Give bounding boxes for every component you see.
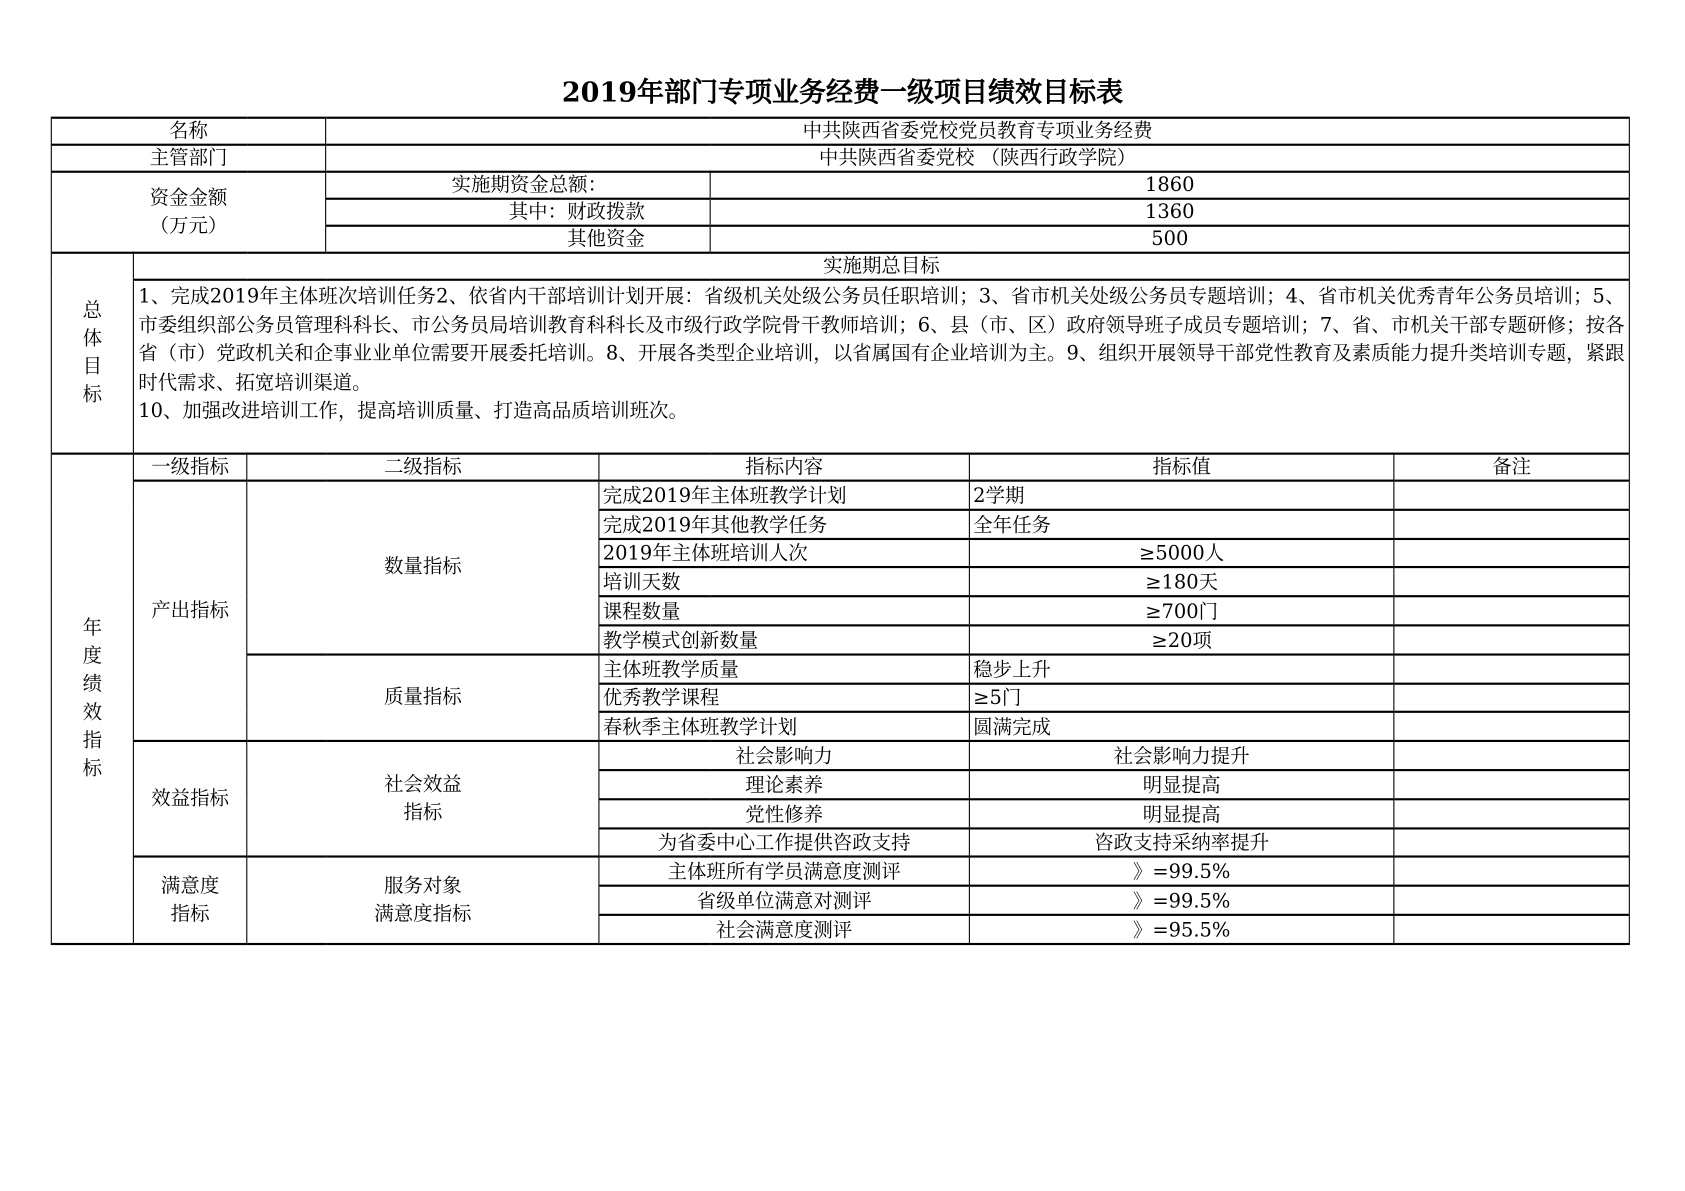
indicator-value: 明显提高 [969, 799, 1393, 828]
overall-text-item10: 10、加强改进培训工作，提高培训质量、打造高品质培训班次。 [138, 399, 688, 423]
fund-total-label: 实施期资金总额： [326, 172, 711, 199]
indicator-value: 圆满完成 [969, 712, 1393, 741]
indicator-row [51, 857, 1629, 886]
indicator-note [1394, 712, 1630, 741]
indicator-note [1394, 886, 1630, 915]
level1-indicator: 满意度 指标 [133, 857, 246, 944]
indicator-content: 培训天数 [599, 567, 969, 596]
overall-text-row [51, 280, 1629, 454]
indicator-note [1394, 481, 1630, 510]
fund-total-value: 1860 [710, 172, 1629, 199]
indicator-note [1394, 654, 1630, 683]
indicator-content: 省级单位满意对测评 [599, 886, 969, 915]
overall-heading: 实施期总目标 [133, 253, 1629, 280]
overall-text-main: 1、完成2019年主体班次培训任务2、依省内干部培训计划开展：省级机关处级公务员任职培训；3、省市机关处级公务员专题培训；4、省市机关优秀青年公务员培训；5、市委组织部公务员管理科科长、市公务员局培训教育科科长及市级行政学院骨干教师培训；6、县（市、区）政府领导班子成员专题培训；7、省、市机关干部专题研修；按各省（市）党政机关和企事业业单位需要开展委托培训。8、开展各类型企业培训，以省属国有企业培训为主。9、组织开展领导干部党性教育及素质能力提升类培训专题，紧跟时代需求、拓宽培训渠道。 [138, 285, 1625, 394]
indicator-value: 》=95.5% [969, 915, 1393, 944]
indicator-value: 社会影响力提升 [969, 741, 1393, 770]
indicator-content: 党性修养 [599, 799, 969, 828]
fund-other-label: 其他资金 [326, 226, 711, 253]
level2-indicator: 质量指标 [247, 654, 599, 741]
header-value: 指标值 [969, 454, 1393, 481]
indicator-content: 2019年主体班培训人次 [599, 539, 969, 568]
indicator-note [1394, 828, 1630, 857]
indicator-content: 教学模式创新数量 [599, 625, 969, 654]
indicator-note [1394, 770, 1630, 799]
indicator-content: 课程数量 [599, 596, 969, 625]
indicator-value: 》=99.5% [969, 857, 1393, 886]
indicator-value: ≥180天 [969, 567, 1393, 596]
indicator-note [1394, 683, 1630, 712]
fund-fiscal-label: 其中：财政拨款 [326, 199, 711, 226]
indicator-content: 为省委中心工作提供咨政支持 [599, 828, 969, 857]
indicator-value: 》=99.5% [969, 886, 1393, 915]
indicator-content: 社会满意度测评 [599, 915, 969, 944]
level2-indicator: 社会效益 指标 [247, 741, 599, 857]
indicator-content: 社会影响力 [599, 741, 969, 770]
fund-row [51, 172, 1629, 199]
indicator-note [1394, 539, 1630, 568]
indicator-value: 稳步上升 [969, 654, 1393, 683]
indicator-note [1394, 799, 1630, 828]
level2-indicator: 服务对象 满意度指标 [247, 857, 599, 944]
indicator-value: ≥20项 [969, 625, 1393, 654]
indicator-content: 主体班所有学员满意度测评 [599, 857, 969, 886]
indicator-value: 明显提高 [969, 770, 1393, 799]
annual-label: 年度绩效指标 [51, 454, 133, 944]
indicator-value: 2学期 [969, 481, 1393, 510]
indicator-row [51, 741, 1629, 770]
indicator-note [1394, 510, 1630, 539]
level1-indicator: 效益指标 [133, 741, 246, 857]
dept-label: 主管部门 [51, 145, 325, 172]
overall-heading-row [51, 253, 1629, 280]
fund-other-value: 500 [710, 226, 1629, 253]
indicator-note [1394, 567, 1630, 596]
fund-label: 资金金额 （万元） [51, 172, 325, 253]
dept-value: 中共陕西省委党校 （陕西行政学院） [326, 145, 1630, 172]
indicator-content: 完成2019年其他教学任务 [599, 510, 969, 539]
dept-row [51, 145, 1629, 172]
indicator-row [51, 654, 1629, 683]
page-title: 2019年部门专项业务经费一级项目绩效目标表 [561, 76, 1124, 109]
name-label: 名称 [51, 118, 325, 145]
level2-indicator: 数量指标 [247, 481, 599, 655]
indicator-value: 咨政支持采纳率提升 [969, 828, 1393, 857]
indicator-content: 理论素养 [599, 770, 969, 799]
indicator-note [1394, 915, 1630, 944]
indicator-value: 全年任务 [969, 510, 1393, 539]
name-row [51, 118, 1629, 145]
indicator-value: ≥700门 [969, 596, 1393, 625]
indicator-content: 优秀教学课程 [599, 683, 969, 712]
indicator-content: 完成2019年主体班教学计划 [599, 481, 969, 510]
indicator-note [1394, 596, 1630, 625]
indicator-value: ≥5000人 [969, 539, 1393, 568]
indicator-content: 春秋季主体班教学计划 [599, 712, 969, 741]
indicator-row [51, 481, 1629, 510]
header-level2: 二级指标 [247, 454, 599, 481]
indicator-content: 主体班教学质量 [599, 654, 969, 683]
name-value: 中共陕西省委党校党员教育专项业务经费 [326, 118, 1630, 145]
level1-indicator: 产出指标 [133, 481, 246, 741]
header-content: 指标内容 [599, 454, 969, 481]
header-level1: 一级指标 [133, 454, 246, 481]
indicator-note [1394, 625, 1630, 654]
performance-table [51, 117, 1630, 945]
indicator-note [1394, 741, 1630, 770]
indicator-note [1394, 857, 1630, 886]
indicator-value: ≥5门 [969, 683, 1393, 712]
header-note: 备注 [1394, 454, 1630, 481]
annual-header-row [51, 454, 1629, 481]
overall-text [133, 280, 1629, 454]
fund-fiscal-value: 1360 [710, 199, 1629, 226]
overall-label: 总体目标 [51, 253, 133, 454]
